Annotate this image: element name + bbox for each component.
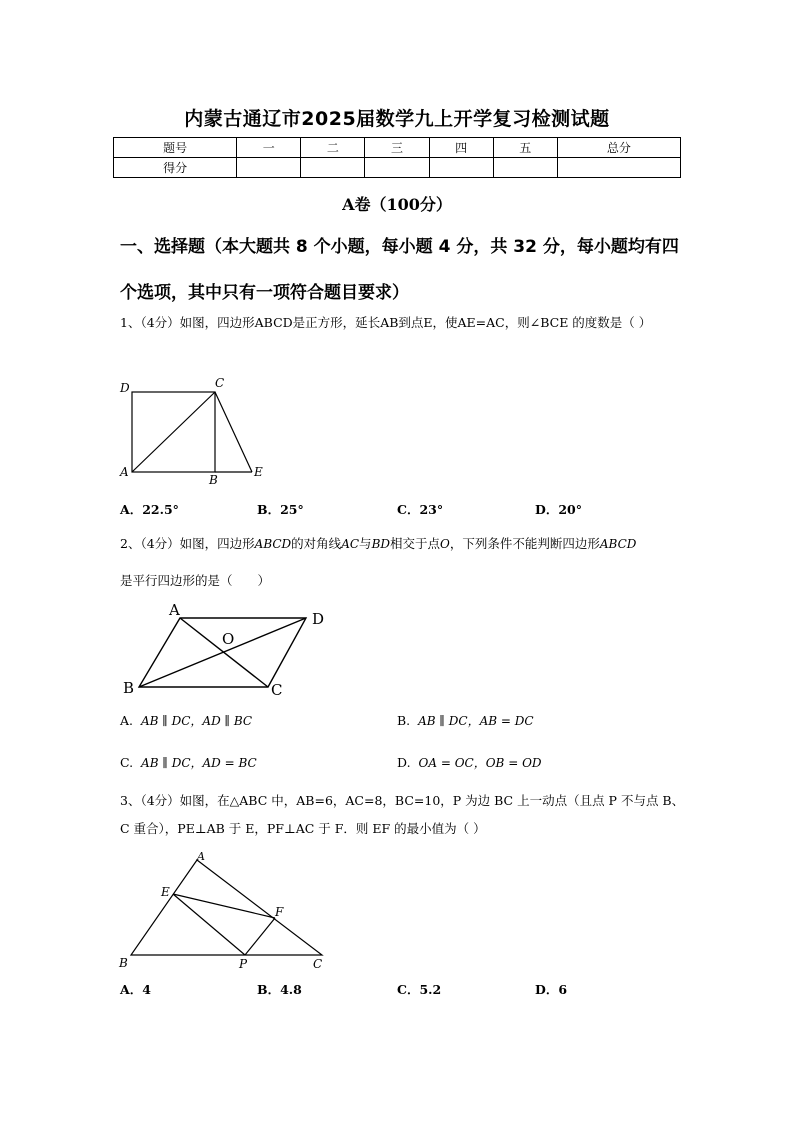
q2-option-letter: C. (120, 755, 134, 770)
q1-label-c: C (215, 376, 225, 390)
q2-figure (118, 600, 333, 700)
question-2-text-line2: 是平行四边形的是（ ） (120, 573, 271, 588)
q3-label-c: C (313, 957, 323, 971)
q2-math-ac: AC (341, 537, 360, 551)
score-row-label: 得分 (114, 158, 237, 178)
score-header-cell: 四 (429, 138, 493, 158)
q3-option-d: D．6 (535, 982, 568, 997)
score-table-header-row (114, 138, 681, 158)
q2-math-abcd: ABCD (599, 537, 637, 551)
q2-label-a: A (169, 601, 180, 619)
q2-option-expr: AB ∥ DC，AD ∥ BC (140, 714, 253, 728)
q2-math-abcd: ABCD (254, 537, 292, 551)
score-header-cell: 一 (237, 138, 301, 158)
q1-segment-ce (215, 392, 252, 472)
q1-option-c: C．23° (397, 502, 444, 517)
section-heading: 一、选择题（本大题共 8 个小题，每小题 4 分，共 32 分，每小题均有四个选项，其中只有一项符合题目要求） (120, 237, 679, 303)
q3-label-a: A (197, 850, 205, 863)
q2-math-o: O (440, 537, 450, 551)
q2-option-letter: B. (397, 713, 411, 728)
score-cell (237, 158, 301, 178)
q2-option-expr: AB ∥ DC，AB = DC (418, 714, 534, 728)
q3-label-e: E (161, 885, 170, 899)
q2-option-d (397, 754, 542, 771)
q2-diagonal-bd (139, 618, 306, 687)
score-cell (429, 158, 493, 178)
q2-option-expr: AB ∥ DC，AD = BC (141, 756, 257, 770)
q2-option-expr: OA = OC，OB = OD (418, 756, 542, 770)
score-table (113, 137, 681, 178)
q1-option-b: B．25° (257, 502, 304, 517)
q2-text-part: 与 (359, 536, 372, 551)
q2-label-o: O (222, 630, 235, 648)
q2-label-c: C (271, 681, 283, 699)
score-table-score-row (114, 158, 681, 178)
q1-option-a: A．22.5° (120, 502, 179, 517)
q2-text-part: 2、（4分）如图，四边形 (120, 536, 255, 551)
q3-label-p: P (239, 957, 248, 971)
page-title: 内蒙古通辽市2025届数学九上开学复习检测试题 (184, 108, 610, 130)
q3-segment-ef (173, 894, 275, 918)
score-cell (301, 158, 365, 178)
q2-text-part: 的对角线 (291, 536, 342, 551)
q3-figure (115, 848, 330, 973)
question-2-text (120, 530, 685, 558)
score-header-cell: 五 (493, 138, 557, 158)
q2-option-c (120, 754, 257, 771)
q2-option-a (120, 712, 252, 729)
score-cell (365, 158, 429, 178)
q1-diagonal-ac (132, 392, 215, 472)
q3-option-c: C．5.2 (397, 982, 442, 997)
q1-label-a: A (120, 465, 129, 479)
q3-option-b: B．4.8 (257, 982, 302, 997)
q1-option-d: D．20° (535, 502, 582, 517)
q2-math-bd: BD (371, 537, 391, 551)
q2-option-letter: D. (397, 755, 411, 770)
score-header-cell: 二 (301, 138, 365, 158)
q2-text-part: ，下列条件不能判断四边形 (449, 536, 600, 551)
q1-label-b: B (209, 473, 218, 487)
question-1-text: 1、（4分）如图，四边形ABCD是正方形，延长AB到点E，使AE=AC，则∠BCE 的度数是（ ） (120, 315, 652, 330)
score-header-cell: 三 (365, 138, 429, 158)
q3-segment-pf (245, 918, 275, 955)
q1-label-e: E (254, 465, 263, 479)
score-cell (557, 158, 680, 178)
q2-label-b: B (123, 679, 135, 697)
volume-heading: A卷（100分） (342, 195, 452, 214)
question-3-text: 3、（4分）如图，在△ABC 中，AB=6，AC=8，BC=10，P 为边 BC 上一动点（且点 P 不与点 B、C 重合），PE⊥AB 于 E，PF⊥AC 于 F．则 EF 的最小值为（ ） (120, 793, 685, 836)
q2-option-letter: A. (120, 713, 134, 728)
score-cell (493, 158, 557, 178)
score-header-cell: 总分 (557, 138, 680, 158)
q3-segment-pe (173, 894, 245, 955)
q3-label-f: F (275, 905, 284, 919)
q1-label-d: D (120, 381, 130, 395)
q2-label-d: D (312, 610, 325, 628)
q1-figure (115, 372, 275, 488)
score-header-cell: 题号 (114, 138, 237, 158)
q2-text-part: 相交于点 (390, 536, 441, 551)
q3-option-a: A．4 (120, 982, 151, 997)
q3-triangle (131, 860, 322, 955)
q2-option-b (397, 712, 534, 729)
q3-label-b: B (119, 956, 128, 970)
